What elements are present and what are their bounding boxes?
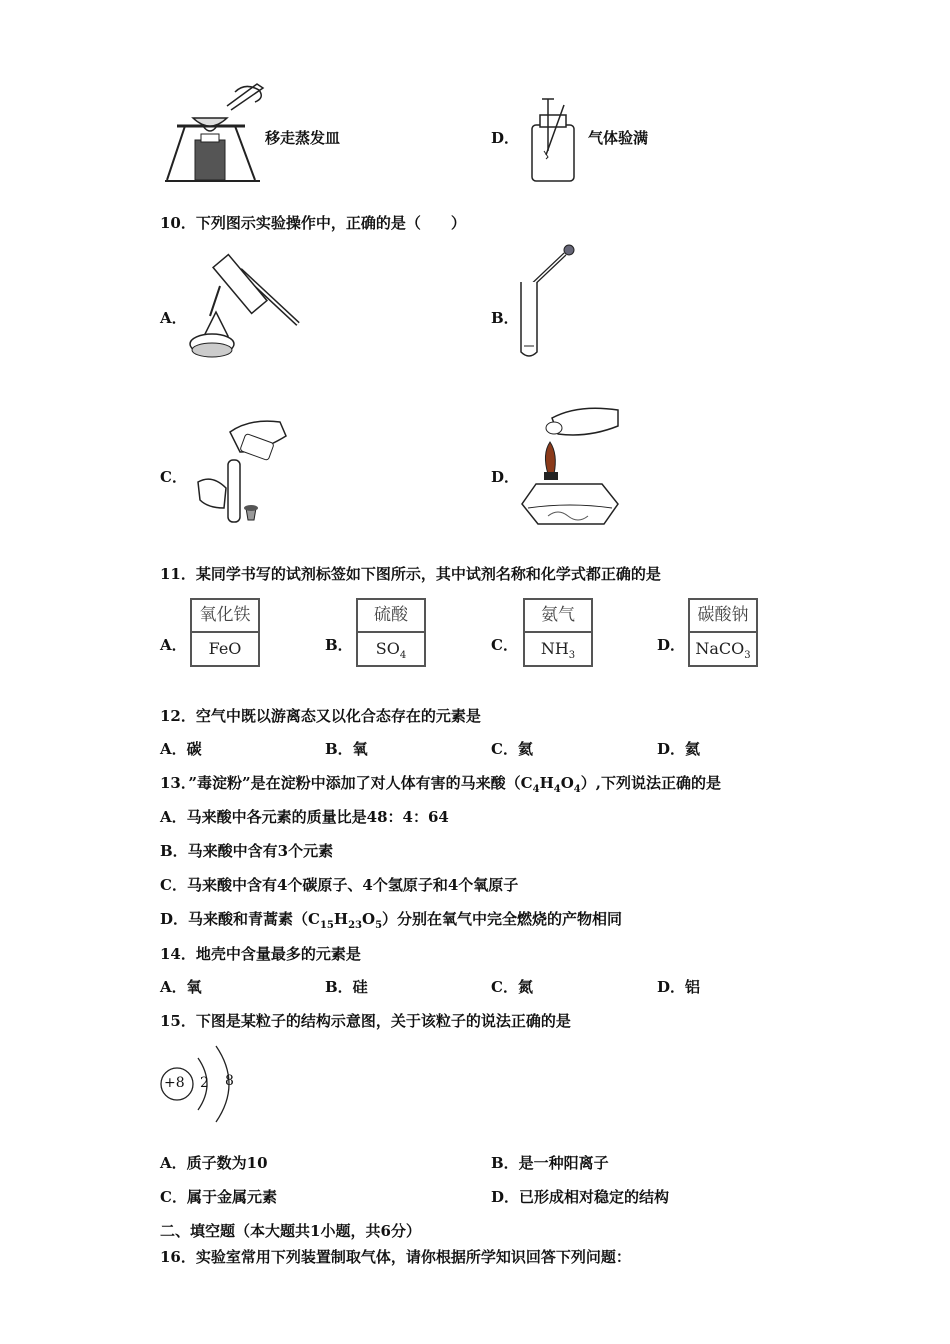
q12-stem: 12．空气中既以游离态又以化合态存在的元素是 bbox=[160, 707, 481, 725]
q11-label-b-name: 硫酸 bbox=[358, 600, 424, 633]
shell-1-electrons: 2 bbox=[200, 1075, 209, 1091]
q10-option-a-label: A． bbox=[160, 309, 187, 327]
q16-stem: 16．实验室常用下列装置制取气体，请你根据所学知识回答下列问题： bbox=[160, 1248, 631, 1266]
q11-label-d-name: 碳酸钠 bbox=[690, 600, 756, 633]
pouring-liquid-figure bbox=[190, 412, 290, 524]
heating-test-tube-figure bbox=[190, 246, 305, 361]
q15-option-c: C．属于金属元素 bbox=[160, 1188, 277, 1206]
q10-stem: 10．下列图示实验操作中，正确的是（ ） bbox=[160, 214, 466, 232]
q13-option-a: A．马来酸中各元素的质量比是48：4：64 bbox=[160, 808, 449, 826]
q13-option-c: C．马来酸中含有4个碳原子、4个氢原子和4个氧原子 bbox=[160, 876, 519, 894]
q11-label-a bbox=[190, 598, 260, 667]
q10-option-d-label: D． bbox=[491, 468, 520, 486]
q12-option-b: B．氧 bbox=[325, 740, 368, 758]
q11-label-a-formula: FeO bbox=[208, 639, 242, 658]
q12-option-d: D．氦 bbox=[657, 740, 701, 758]
atomic-structure-diagram bbox=[158, 1044, 248, 1124]
q15-stem: 15．下图是某粒子的结构示意图，关于该粒子的说法正确的是 bbox=[160, 1012, 571, 1030]
q11-label-c-formula: $NH_3$ bbox=[540, 639, 576, 662]
q9-c-text: 移走蒸发皿 bbox=[265, 129, 341, 147]
q11-label-b-formula: $SO_4$ bbox=[375, 639, 407, 662]
q11-option-c-label: C． bbox=[491, 636, 518, 654]
q10-option-c-label: C． bbox=[160, 468, 187, 486]
shell-2-electrons: 8 bbox=[225, 1073, 234, 1089]
q11-label-d-formula: NaCO$_3$ bbox=[695, 639, 751, 662]
section-2-title: 二、填空题（本大题共1小题，共6分） bbox=[160, 1222, 421, 1240]
q11-option-d-label: D． bbox=[657, 636, 686, 654]
q15-option-b: B．是一种阳离子 bbox=[491, 1154, 609, 1172]
dropper-test-tube-figure bbox=[515, 242, 575, 362]
q11-label-c bbox=[523, 598, 593, 667]
q14-option-d: D．铝 bbox=[657, 978, 701, 996]
q11-label-c-name: 氨气 bbox=[525, 600, 591, 633]
q11-option-b-label: B． bbox=[325, 636, 353, 654]
q14-stem: 14．地壳中含量最多的元素是 bbox=[160, 945, 361, 963]
q15-option-a: A．质子数为10 bbox=[160, 1154, 268, 1172]
q14-option-a: A．氧 bbox=[160, 978, 202, 996]
q14-option-c: C．氮 bbox=[491, 978, 533, 996]
q11-stem: 11．某同学书写的试剂标签如下图所示，其中试剂名称和化学式都正确的是 bbox=[160, 565, 661, 583]
evaporating-dish-apparatus-figure bbox=[165, 78, 265, 183]
q11-label-a-name: 氧化铁 bbox=[192, 600, 258, 633]
q11-option-a-label: A． bbox=[160, 636, 187, 654]
q11-label-d bbox=[688, 598, 758, 667]
nucleus-charge: +8 bbox=[164, 1075, 185, 1091]
q9-d-text: 气体验满 bbox=[588, 129, 649, 147]
lighting-alcohol-lamp-figure bbox=[518, 404, 623, 529]
q13-option-d: D．马来酸和青蒿素$(C_{15}H_{23}O_5)$分别在氧气中完全燃烧的产物相同 bbox=[160, 910, 623, 931]
q13-option-b: B．马来酸中含有3个元素 bbox=[160, 842, 334, 860]
q12-option-a: A．碳 bbox=[160, 740, 202, 758]
q14-option-b: B．硅 bbox=[325, 978, 368, 996]
q12-option-c: C．氦 bbox=[491, 740, 533, 758]
q10-option-b-label: B． bbox=[491, 309, 519, 327]
q13-stem: 13．”毒淀粉”是在淀粉中添加了对人体有害的马来酸$(C_4H_4O_4)$,下列说法正确的是 bbox=[160, 774, 721, 795]
q9-d-label: D． bbox=[491, 129, 520, 147]
q11-label-b bbox=[356, 598, 426, 667]
q15-option-d: D．已形成相对稳定的结构 bbox=[491, 1188, 670, 1206]
gas-bottle-figure bbox=[528, 95, 578, 185]
